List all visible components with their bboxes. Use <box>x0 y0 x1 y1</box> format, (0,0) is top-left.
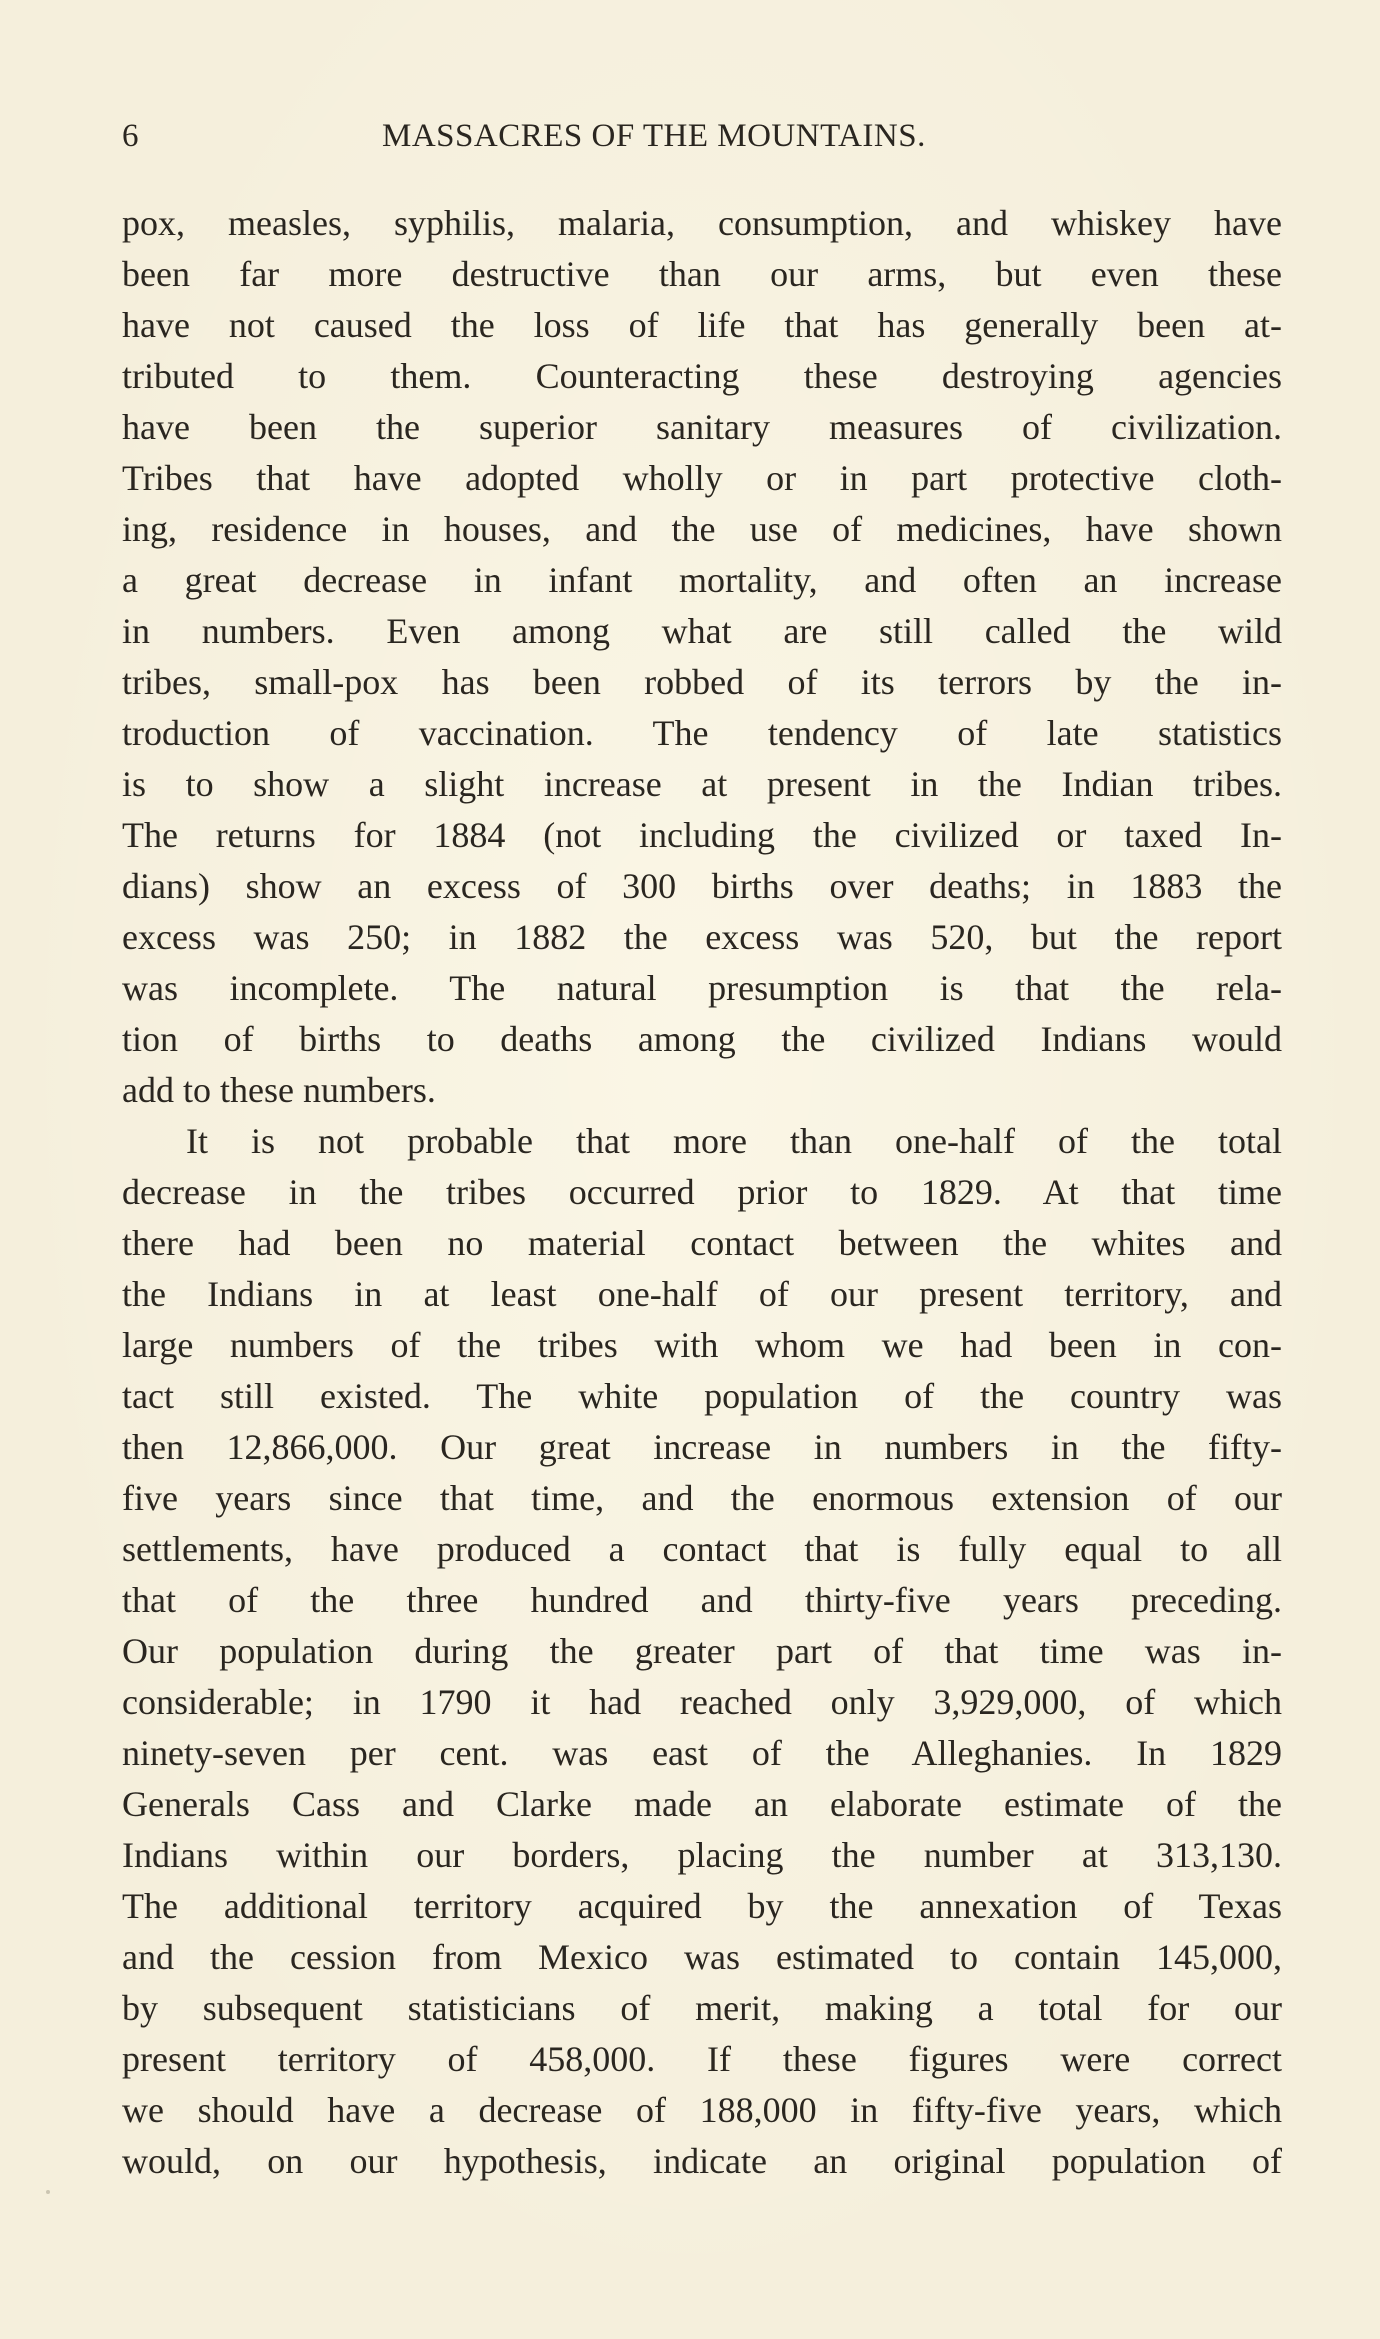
text-line: decrease in the tribes occurred prior to 1829. At that time <box>122 1172 1282 1212</box>
body-text <box>122 198 1282 2187</box>
text-line: by subsequent statisticians of merit, making a total for our <box>122 1988 1282 2028</box>
text-line: have been the superior sanitary measures of civilization. <box>122 407 1282 447</box>
text-line: a great decrease in infant mortality, and often an increase <box>122 560 1282 600</box>
text-line: excess was 250; in 1882 the excess was 520, but the report <box>122 917 1282 957</box>
text-line: large numbers of the tribes with whom we had been in con- <box>122 1325 1282 1365</box>
running-head <box>122 118 1022 168</box>
text-line: been far more destructive than our arms, but even these <box>122 254 1282 294</box>
running-title: MASSACRES OF THE MOUNTAINS. <box>382 118 926 154</box>
text-line: The returns for 1884 (not including the civilized or taxed In- <box>122 815 1282 855</box>
text-line: ninety-seven per cent. was east of the Alleghanies. In 1829 <box>122 1733 1282 1773</box>
text-line: tributed to them. Counteracting these destroying agencies <box>122 356 1282 396</box>
text-line: was incomplete. The natural presumption is that the rela- <box>122 968 1282 1008</box>
text-line: troduction of vaccination. The tendency of late statistics <box>122 713 1282 753</box>
paragraph-start-line: It is not probable that more than one-half of the total <box>186 1121 1282 1161</box>
text-line: in numbers. Even among what are still called the wild <box>122 611 1282 651</box>
text-line: there had been no material contact between the whites and <box>122 1223 1282 1263</box>
text-line: five years since that time, and the enormous extension of our <box>122 1478 1282 1518</box>
text-line: that of the three hundred and thirty-five years preceding. <box>122 1580 1282 1620</box>
text-line: tribes, small-pox has been robbed of its terrors by the in- <box>122 662 1282 702</box>
text-line: tion of births to deaths among the civilized Indians would <box>122 1019 1282 1059</box>
text-line: The additional territory acquired by the annexation of Texas <box>122 1886 1282 1926</box>
text-line: pox, measles, syphilis, malaria, consumption, and whiskey have <box>122 203 1282 243</box>
text-line: Generals Cass and Clarke made an elaborate estimate of the <box>122 1784 1282 1824</box>
text-line: then 12,866,000. Our great increase in numbers in the fifty- <box>122 1427 1282 1467</box>
text-line: have not caused the loss of life that has generally been at- <box>122 305 1282 345</box>
text-line: tact still existed. The white population of the country was <box>122 1376 1282 1416</box>
text-line: settlements, have produced a contact that is fully equal to all <box>122 1529 1282 1569</box>
text-line: Tribes that have adopted wholly or in part protective cloth- <box>122 458 1282 498</box>
text-line: we should have a decrease of 188,000 in fifty-five years, which <box>122 2090 1282 2130</box>
page-number: 6 <box>122 118 139 154</box>
text-line: considerable; in 1790 it had reached only 3,929,000, of which <box>122 1682 1282 1722</box>
text-line: the Indians in at least one-half of our present territory, and <box>122 1274 1282 1314</box>
text-line: Indians within our borders, placing the number at 313,130. <box>122 1835 1282 1875</box>
text-line: would, on our hypothesis, indicate an original population of <box>122 2141 1282 2181</box>
paper-speck <box>46 2190 50 2194</box>
text-line: and the cession from Mexico was estimated to contain 145,000, <box>122 1937 1282 1977</box>
text-line: ing, residence in houses, and the use of medicines, have shown <box>122 509 1282 549</box>
paragraph-end-line: add to these numbers. <box>122 1070 436 1110</box>
text-line: Our population during the greater part of that time was in- <box>122 1631 1282 1671</box>
text-line: dians) show an excess of 300 births over deaths; in 1883 the <box>122 866 1282 906</box>
text-line: is to show a slight increase at present in the Indian tribes. <box>122 764 1282 804</box>
text-line: present territory of 458,000. If these figures were correct <box>122 2039 1282 2079</box>
